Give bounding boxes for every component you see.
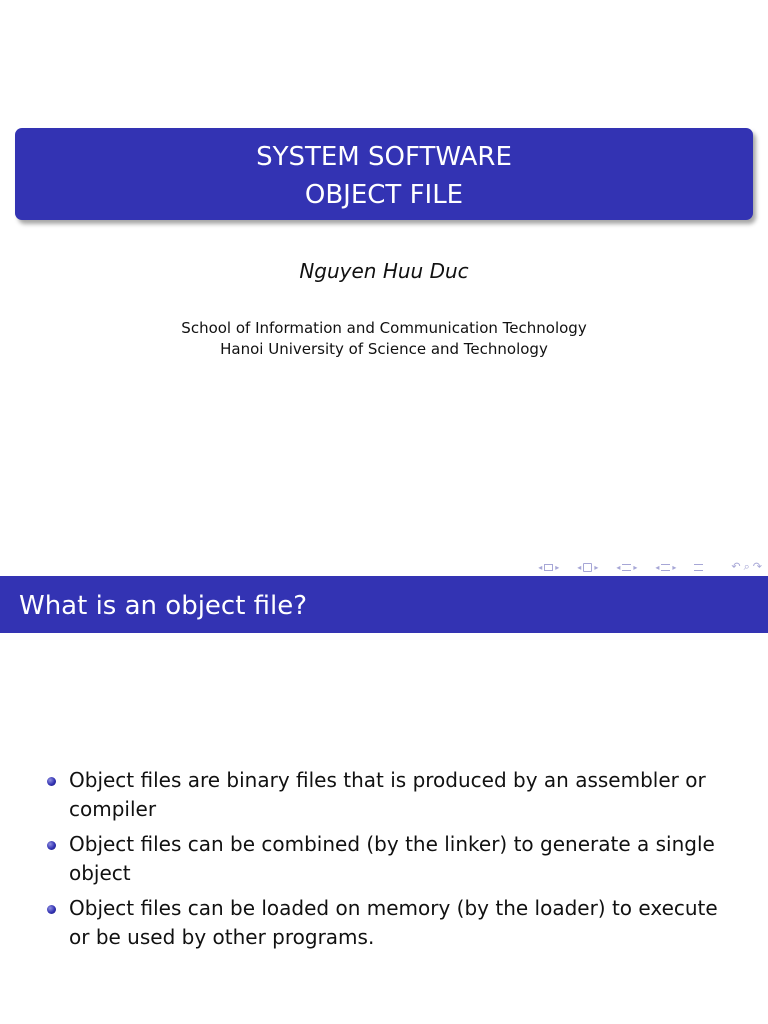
presentation-subtitle: OBJECT FILE [304, 180, 464, 210]
bullet-text: Object files can be loaded on memory (by the loader) to execute or be used by other programs. [69, 896, 718, 949]
nav-slide-prev-icon[interactable]: ◂ [655, 562, 660, 572]
nav-section-prev-icon[interactable]: ◂ [616, 562, 621, 572]
nav-slide-next-icon[interactable]: ▸ [672, 562, 677, 572]
frame-title: What is an object file? [0, 576, 768, 633]
nav-frame-next-icon[interactable]: ▸ [555, 562, 560, 572]
list-item [47, 830, 737, 888]
content-slide [0, 576, 768, 1024]
nav-slide-group [655, 563, 676, 572]
bullet-text: Object files are binary files that is produced by an assembler or compiler [69, 768, 706, 821]
nav-subsection-group [577, 563, 598, 572]
nav-frame-icon[interactable] [544, 564, 553, 571]
institute [0, 318, 768, 360]
institute-line-2: Hanoi University of Science and Technology [220, 340, 548, 358]
bullet-icon [47, 841, 56, 850]
bullet-icon [47, 905, 56, 914]
list-item [47, 894, 737, 952]
presentation-title: SYSTEM SOFTWARE [256, 142, 512, 172]
nav-back-icon[interactable]: ↶ [731, 560, 741, 573]
nav-section-group [616, 563, 637, 572]
title-block [15, 128, 753, 220]
beamer-navigation-bar [538, 559, 762, 575]
nav-toc-icon[interactable] [694, 564, 703, 571]
nav-slide-icon[interactable] [661, 564, 670, 571]
author-name: Nguyen Huu Duc [299, 259, 469, 283]
nav-frame-group [538, 563, 559, 572]
nav-controls [731, 560, 762, 574]
nav-forward-icon[interactable]: ↷ [752, 560, 762, 573]
nav-subsection-next-icon[interactable]: ▸ [594, 562, 599, 572]
nav-frame-prev-icon[interactable]: ◂ [538, 562, 543, 572]
bullet-text: Object files can be combined (by the linker) to generate a single object [69, 832, 715, 885]
bullet-list [47, 766, 737, 958]
bullet-icon [47, 777, 56, 786]
nav-section-next-icon[interactable]: ▸ [633, 562, 638, 572]
list-item [47, 766, 737, 824]
nav-subsection-icon[interactable] [583, 563, 592, 572]
nav-toc-group [694, 564, 703, 571]
nav-search-icon[interactable]: ⌕ [743, 560, 750, 573]
nav-subsection-prev-icon[interactable]: ◂ [577, 562, 582, 572]
nav-section-icon[interactable] [622, 564, 631, 571]
institute-line-1: School of Information and Communication Technology [181, 319, 587, 337]
